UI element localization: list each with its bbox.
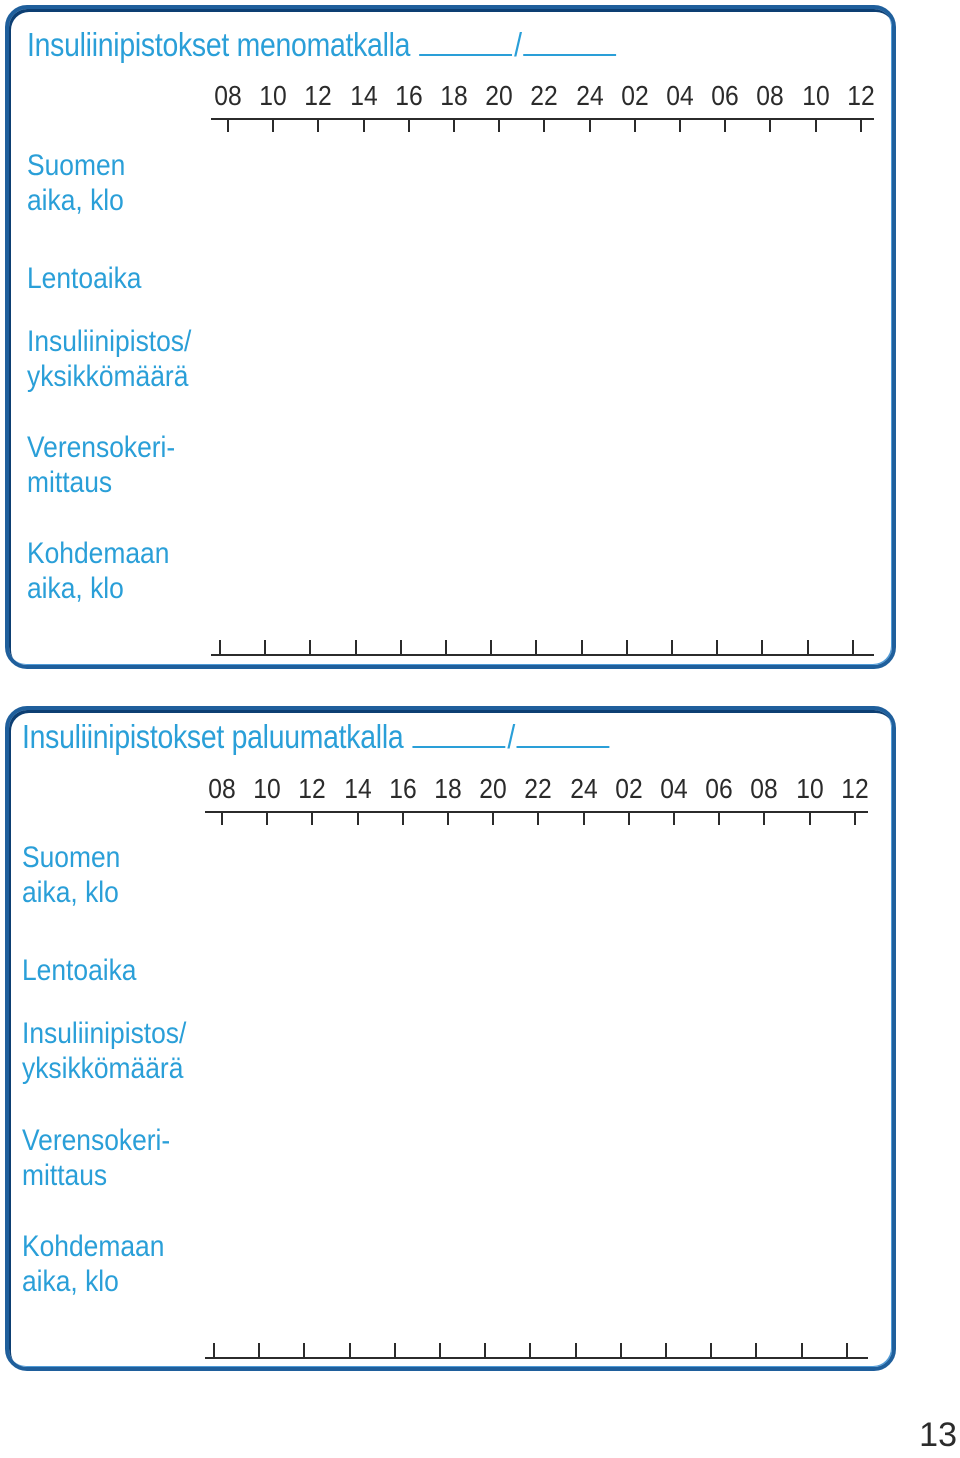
axis-tick (490, 640, 492, 654)
axis-tick (809, 811, 811, 825)
axis-tick (221, 811, 223, 825)
axis-tick (309, 640, 311, 654)
row-label-finland-time: Suomen aika, klo (22, 841, 121, 909)
axis-tick (537, 811, 539, 825)
hour-label: 22 (524, 773, 553, 804)
axis-tick (453, 118, 455, 132)
hour-label: 08 (208, 773, 236, 804)
axis-tick (258, 1343, 260, 1357)
row-label-flight-time: Lentoaika (27, 262, 142, 295)
row-label-destination-time: Kohdemaan aika, klo (27, 537, 170, 605)
axis-tick (355, 640, 357, 654)
axis-tick (317, 118, 319, 132)
hour-label: 22 (530, 80, 559, 111)
axis-tick (860, 118, 862, 132)
axis-tick (311, 811, 313, 825)
axis-tick (227, 118, 229, 132)
axis-tick (363, 118, 365, 132)
axis-tick (673, 811, 675, 825)
axis-tick (665, 1343, 667, 1357)
hour-label: 02 (615, 773, 643, 804)
axis-line (205, 1357, 868, 1359)
form-title (22, 718, 611, 756)
axis-tick (219, 640, 221, 654)
axis-tick (671, 640, 673, 654)
hour-label: 08 (214, 80, 242, 111)
hour-label: 12 (841, 773, 869, 804)
row-label-blood-sugar: Verensokeri- mittaus (22, 1124, 171, 1192)
axis-tick (303, 1343, 305, 1357)
axis-tick (763, 811, 765, 825)
axis-tick (755, 1343, 757, 1357)
axis-tick (716, 640, 718, 654)
date-month-field[interactable] (517, 724, 610, 748)
axis-tick (807, 640, 809, 654)
date-separator: / (507, 718, 515, 755)
axis-tick (846, 1343, 848, 1357)
axis-tick (535, 640, 537, 654)
hour-label: 12 (304, 80, 333, 111)
axis-tick (628, 811, 630, 825)
axis-tick (264, 640, 266, 654)
axis-tick (349, 1343, 351, 1357)
axis-tick (769, 118, 771, 132)
date-separator: / (514, 26, 522, 63)
axis-tick (357, 811, 359, 825)
page-number: 13 (919, 1416, 957, 1454)
axis-tick (815, 118, 817, 132)
hour-label: 24 (569, 773, 598, 804)
axis-tick (402, 811, 404, 825)
axis-tick (575, 1343, 577, 1357)
axis-tick (761, 640, 763, 654)
axis-tick (439, 1343, 441, 1357)
hour-label: 14 (343, 773, 372, 804)
axis-tick (492, 811, 494, 825)
row-label-insulin-dose: Insuliinipistos/ yksikkömäärä (27, 325, 192, 393)
axis-tick (445, 640, 447, 654)
hour-label: 10 (259, 80, 287, 111)
hour-label: 16 (395, 80, 423, 111)
hour-label: 18 (434, 773, 462, 804)
hour-label: 10 (801, 80, 830, 111)
hour-label: 06 (705, 773, 733, 804)
axis-tick (447, 811, 449, 825)
axis-tick (620, 1343, 622, 1357)
hour-label: 08 (750, 773, 779, 804)
hour-label: 18 (440, 80, 468, 111)
axis-tick (498, 118, 500, 132)
axis-tick (718, 811, 720, 825)
form-title-text: Insuliinipistokset paluumatkalla (22, 718, 404, 755)
axis-tick (626, 640, 628, 654)
axis-tick (724, 118, 726, 132)
hour-label: 12 (847, 80, 875, 111)
form-title (27, 26, 618, 64)
axis-tick (634, 118, 636, 132)
hour-label: 20 (479, 773, 507, 804)
hour-label: 10 (795, 773, 824, 804)
axis-tick (529, 1343, 531, 1357)
hour-label: 12 (298, 773, 327, 804)
axis-tick (213, 1343, 215, 1357)
hour-label: 20 (485, 80, 513, 111)
axis-tick (266, 811, 268, 825)
row-label-insulin-dose: Insuliinipistos/ yksikkömäärä (22, 1017, 187, 1085)
row-label-flight-time: Lentoaika (22, 954, 137, 987)
hour-label: 06 (711, 80, 739, 111)
hour-label: 04 (666, 80, 694, 111)
form-title-text: Insuliinipistokset menomatkalla (27, 26, 411, 63)
hour-label: 04 (660, 773, 688, 804)
axis-tick (679, 118, 681, 132)
axis-tick (543, 118, 545, 132)
axis-tick (484, 1343, 486, 1357)
axis-tick (852, 640, 854, 654)
axis-tick (710, 1343, 712, 1357)
axis-tick (854, 811, 856, 825)
row-label-destination-time: Kohdemaan aika, klo (22, 1230, 165, 1298)
axis-tick (581, 640, 583, 654)
axis-tick (583, 811, 585, 825)
hour-label: 24 (575, 80, 604, 111)
axis-tick (801, 1343, 803, 1357)
axis-tick (394, 1343, 396, 1357)
date-day-field[interactable] (420, 32, 513, 56)
hour-label: 14 (349, 80, 378, 111)
row-label-blood-sugar: Verensokeri- mittaus (27, 431, 176, 499)
row-label-finland-time: Suomen aika, klo (27, 149, 126, 217)
axis-line (211, 654, 874, 656)
hour-label: 16 (389, 773, 417, 804)
axis-tick (272, 118, 274, 132)
hour-label: 08 (756, 80, 785, 111)
hour-label: 02 (621, 80, 649, 111)
axis-tick (400, 640, 402, 654)
axis-tick (408, 118, 410, 132)
hour-label: 10 (253, 773, 281, 804)
axis-tick (589, 118, 591, 132)
date-month-field[interactable] (524, 32, 617, 56)
date-day-field[interactable] (413, 724, 506, 748)
